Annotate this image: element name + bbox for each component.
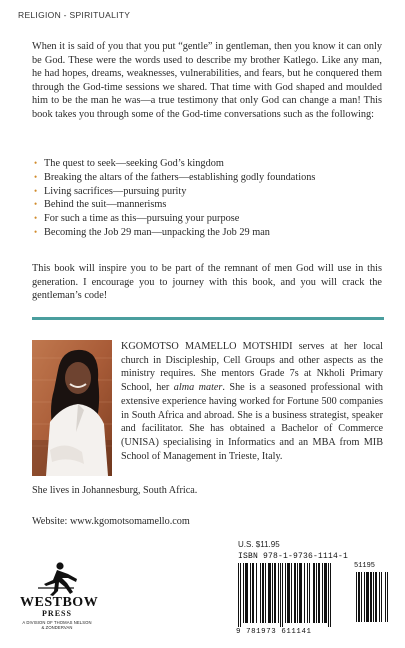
barcode-bar xyxy=(265,563,266,623)
barcode-bar xyxy=(330,563,331,627)
barcode-bar xyxy=(379,572,380,622)
book-category: RELIGION - SPIRITUALITY xyxy=(18,10,131,20)
barcode-bar xyxy=(318,563,320,623)
bullet-icon: • xyxy=(34,158,38,168)
barcode-bar xyxy=(328,563,329,627)
author-bio: KGOMOTSO MAMELLO MOTSHIDI serves at her local church in Discipleship, Cell Groups and other aspects as the ministry requires. She mentors Grade 7s at Nkholi Primary School, her alma mater. She is a seasoned professional with extensive experience having worked for Fortune 500 companies in South Africa and abroad. She is a business strategist, speaker and facilitator. She has obtained a Bachelor of Commerce (UNISA) specialising in Informatics and an MBA from MIB School of Management in Trieste, Italy. xyxy=(121,341,383,462)
barcode-bar xyxy=(278,563,279,623)
barcode-bar xyxy=(375,572,377,622)
bullet-icon: • xyxy=(34,171,38,182)
isbn-text: ISBN 978-1-9736-1114-1 xyxy=(238,552,349,561)
bullet-icon: • xyxy=(34,185,38,196)
publisher-press: PRESS xyxy=(42,609,72,618)
barcode-bar xyxy=(262,563,264,623)
barcode-bar xyxy=(260,563,261,623)
barcode-bar xyxy=(245,563,248,623)
barcode-bar xyxy=(285,563,286,623)
publisher-brand: WESTBOW xyxy=(20,595,99,610)
barcode-bar xyxy=(294,563,296,623)
barcode-bar xyxy=(373,572,374,622)
barcode-bar xyxy=(243,563,244,623)
barcode-bar xyxy=(238,563,239,627)
barcode-bar xyxy=(282,563,283,627)
list-item: • For such a time as this—pursuing your purpose xyxy=(34,213,240,225)
barcode-bar xyxy=(268,563,271,623)
barcode xyxy=(236,552,388,638)
author-photo xyxy=(32,340,112,476)
barcode-bar xyxy=(256,563,257,623)
barcode-bar xyxy=(381,572,382,622)
section-divider xyxy=(32,317,384,320)
list-item: • Living sacrifices—pursuing purity xyxy=(34,185,187,197)
closing-paragraph: This book will inspire you to be part of the remnant of men God will use in this generation. I encourage you to journey with this book, and you will crack the gentleman’s code! xyxy=(32,263,382,302)
ean-barcode xyxy=(236,563,352,629)
barcode-bar xyxy=(356,572,357,622)
barcode-bar xyxy=(358,572,360,622)
barcode-bar xyxy=(364,572,365,622)
runner-icon xyxy=(20,560,94,596)
barcode-bar xyxy=(361,572,362,622)
publisher-division: A DIVISION OF THOMAS NELSON & ZONDERVAN xyxy=(22,620,92,630)
barcode-bar xyxy=(280,563,281,627)
list-item: • Behind the suit—mannerisms xyxy=(34,199,167,211)
price-label: U.S. $11.95 xyxy=(238,540,280,549)
list-item: • Becoming the Job 29 man—unpacking the Job 29 man xyxy=(34,226,270,238)
barcode-bar xyxy=(304,563,305,623)
barcode-bar xyxy=(297,563,298,623)
list-item: • The quest to seek—seeking God’s kingdom xyxy=(34,158,224,169)
barcode-bar xyxy=(316,563,317,623)
addon-barcode xyxy=(354,572,388,628)
barcode-bar xyxy=(274,563,276,623)
barcode-bar xyxy=(307,563,308,623)
author-website: Website: www.kgomotsomamello.com xyxy=(32,516,190,527)
barcode-bar xyxy=(366,572,369,622)
barcode-bar xyxy=(324,563,327,623)
barcode-bar xyxy=(387,572,388,622)
price-code: 51195 xyxy=(354,562,376,570)
barcode-bar xyxy=(322,563,323,623)
back-cover-blurb: When it is said of you that you put “gentle” in gentleman, then you know it can only be God. These were the words used to describe my brother Katlego. Like any man, he had hopes, dreams, weaknesses, vulnerabilities, and fears, but he conquered them through the God-time sessions we shared. That time with God shaped and moulded him to be the man he was—a true testimony that only God can change a man! This book takes you through some of the God-time conversations such as the following: xyxy=(32,41,382,120)
barcode-bar xyxy=(291,563,292,623)
barcode-bar xyxy=(370,572,372,622)
barcode-bar xyxy=(385,572,386,622)
bullet-icon: • xyxy=(34,213,38,224)
author-residence: She lives in Johannesburg, South Africa. xyxy=(32,485,198,496)
barcode-bar xyxy=(299,563,302,623)
bullet-icon: • xyxy=(34,226,38,237)
barcode-bar xyxy=(287,563,290,623)
topic-list xyxy=(34,157,384,240)
barcode-bar xyxy=(313,563,315,623)
barcode-bar xyxy=(272,563,273,623)
barcode-number: 9 781973 611141 xyxy=(236,628,312,636)
list-item: • Breaking the altars of the fathers—establishing godly foundations xyxy=(34,171,316,183)
barcode-bar xyxy=(309,563,310,623)
barcode-bar xyxy=(240,563,241,627)
barcode-bar xyxy=(252,563,254,623)
bullet-icon: • xyxy=(34,199,38,210)
publisher-logo xyxy=(20,560,99,636)
barcode-bar xyxy=(250,563,251,623)
